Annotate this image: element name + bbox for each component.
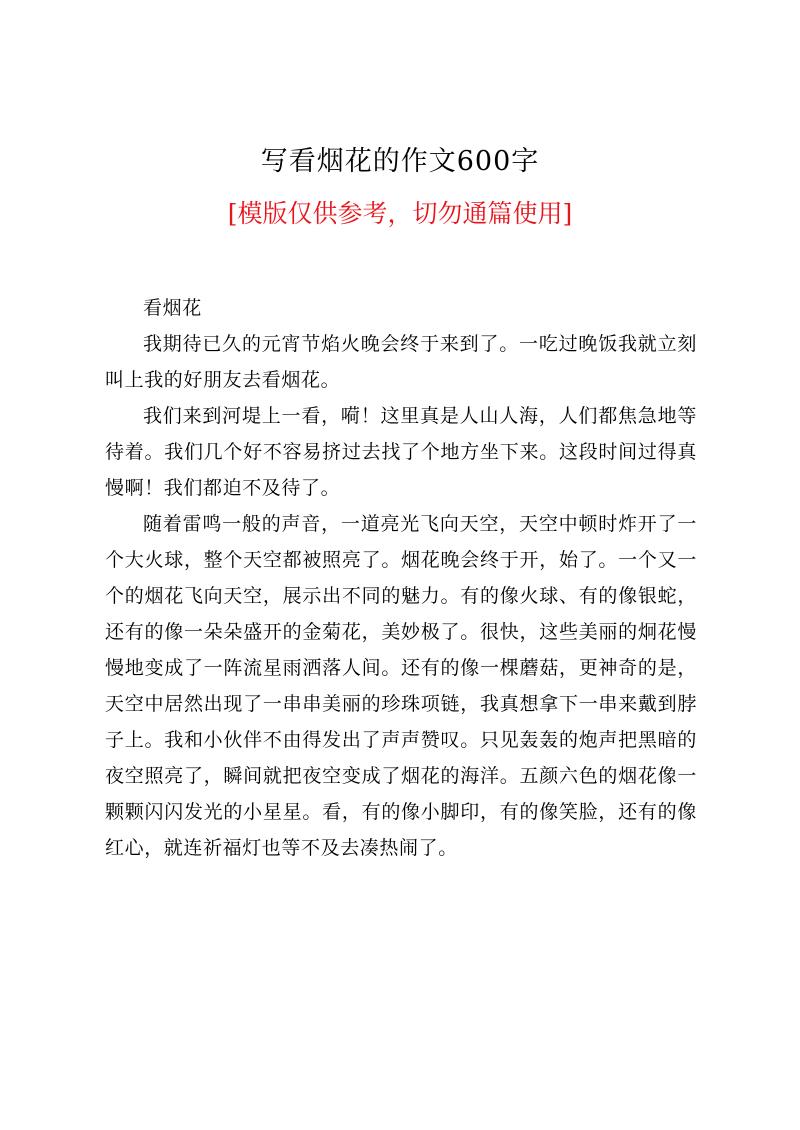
paragraph: 我们来到河堤上一看，嗬！这里真是人山人海，人们都焦急地等待着。我们几个好不容易挤过去找了个地方坐下来。这段时间过得真慢啊！我们都迫不及待了。 <box>105 405 697 499</box>
document-title: 写看烟花的作文600字 <box>260 146 540 177</box>
essay-body <box>105 290 697 866</box>
paragraph: 我期待已久的元宵节焰火晚会终于来到了。一吃过晚饭我就立刻叫上我的好朋友去看烟花。 <box>105 333 697 391</box>
paragraph: 随着雷鸣一般的声音，一道亮光飞向天空，天空中顿时炸开了一个大火球，整个天空都被照亮了。烟花晚会终于开，始了。一个又一个的烟花飞向天空，展示出不同的魅力。有的像火球、有的像银蛇，还有的像一朵朵盛开的金菊花，美妙极了。很快，这些美丽的炯花慢慢地变成了一阵流星雨洒落人间。还有的像一棵蘑菇，更神奇的是，天空中居然出现了一串串美丽的珍珠项链，我真想拿下一串来戴到脖子上。我和小伙伴不由得发出了声声赞叹。只见轰轰的炮声把黑暗的夜空照亮了，瞬间就把夜空变成了烟花的海洋。五颜六色的烟花像一颗颗闪闪发光的小星星。看，有的像小脚印，有的像笑脸，还有的像红心，就连祈福灯也等不及去凑热闹了。 <box>105 513 697 859</box>
template-notice: [模版仅供参考，切勿通篇使用] <box>227 199 573 228</box>
essay-heading: 看烟花 <box>143 297 202 319</box>
